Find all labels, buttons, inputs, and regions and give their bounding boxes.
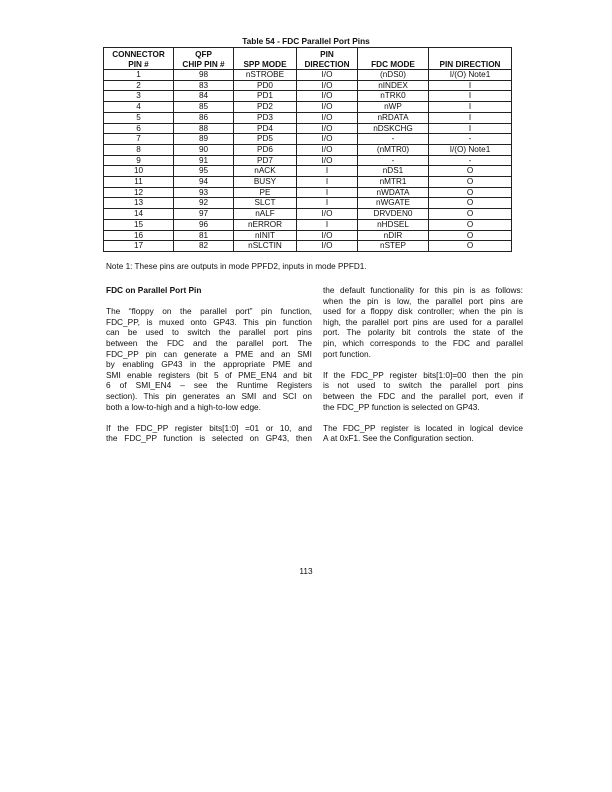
paragraph-line: If the FDC_PP register bits[1:0]=00 then the pin [323, 369, 523, 380]
table-cell: I [429, 91, 512, 102]
table-cell: nSTROBE [234, 70, 297, 81]
table-cell: 7 [104, 134, 174, 145]
column-header [234, 48, 297, 70]
table-cell: I/(O) Note1 [429, 144, 512, 155]
table-cell: I/O [297, 230, 358, 241]
table-cell: PD1 [234, 91, 297, 102]
table-row [104, 166, 512, 177]
table-cell: I [297, 187, 358, 198]
column-header-line: SPP MODE [243, 59, 287, 69]
table-cell: 8 [104, 144, 174, 155]
table-cell: 5 [104, 112, 174, 123]
table-cell: 98 [174, 70, 234, 81]
table-cell: I/O [297, 241, 358, 252]
table-cell: 14 [104, 209, 174, 220]
column-header-line: PIN DIRECTION [439, 59, 501, 69]
table-cell: 6 [104, 123, 174, 134]
table-row [104, 144, 512, 155]
page-number: 113 [299, 566, 313, 576]
table-cell: 3 [104, 91, 174, 102]
paragraph-line: can be used to switch the parallel port pins [106, 327, 312, 338]
table-row [104, 241, 512, 252]
table-row [104, 80, 512, 91]
table-row [104, 70, 512, 81]
table-cell: 13 [104, 198, 174, 209]
paragraph-line: both a low-to-high and a high-to-low edge. [106, 401, 261, 412]
table-cell: 12 [104, 187, 174, 198]
table-cell: - [429, 134, 512, 145]
table-cell: nDSKCHG [358, 123, 429, 134]
column-header [429, 48, 512, 70]
column-header-line: CHIP PIN # [182, 59, 225, 69]
table-cell: PD6 [234, 144, 297, 155]
table-cell: I [429, 102, 512, 113]
table-cell: O [429, 219, 512, 230]
paragraph-line: SMI enable registers (bit 5 of PME_EN4 and bit [106, 369, 312, 380]
table-cell: O [429, 198, 512, 209]
table-cell: 81 [174, 230, 234, 241]
table-cell: 15 [104, 219, 174, 230]
table-cell: 94 [174, 177, 234, 188]
column-header [174, 48, 234, 70]
paragraph-line: high, the parallel port pins are used for a parallel [323, 316, 523, 327]
table-cell: nDS1 [358, 166, 429, 177]
paragraph-line: FDC_PP, is muxed onto GP43. This pin function [106, 316, 312, 327]
table-cell: nWGATE [358, 198, 429, 209]
column-header-line: PIN [320, 50, 334, 59]
table-cell: 17 [104, 241, 174, 252]
table-cell: O [429, 230, 512, 241]
table-cell: I [297, 177, 358, 188]
table-cell: PD3 [234, 112, 297, 123]
table-row [104, 177, 512, 188]
column-header [104, 48, 174, 70]
table-cell: 4 [104, 102, 174, 113]
table-row [104, 230, 512, 241]
table-cell: nSLCTIN [234, 241, 297, 252]
table-cell: - [429, 155, 512, 166]
table-caption: Table 54 - FDC Parallel Port Pins [242, 36, 370, 46]
table-row [104, 209, 512, 220]
column-header-line [429, 50, 511, 60]
table-cell: I [429, 112, 512, 123]
table-cell: - [358, 155, 429, 166]
table-cell: 9 [104, 155, 174, 166]
table-cell: O [429, 177, 512, 188]
table-row [104, 123, 512, 134]
table-cell: 92 [174, 198, 234, 209]
table-cell: I/O [297, 91, 358, 102]
table-cell: I [297, 219, 358, 230]
table-cell: 86 [174, 112, 234, 123]
column-header-line: CONNECTOR [112, 50, 165, 59]
table-cell: I/O [297, 123, 358, 134]
table-cell: nRDATA [358, 112, 429, 123]
paragraph-line: 6 of SMI_EN4 – see the Runtime Registers [106, 380, 312, 391]
paragraph-line: is not used to switch the parallel port pins [323, 380, 523, 391]
table-cell: 10 [104, 166, 174, 177]
table-cell: 2 [104, 80, 174, 91]
paragraph-line: between the FDC and the parallel port, even if [323, 390, 523, 401]
column-header [297, 48, 358, 70]
paragraph-line: pin, which corresponds to the FDC and parallel [323, 337, 523, 348]
paragraph-line: section). This pin generates an SMI and SCI on [106, 390, 312, 401]
table-cell: nACK [234, 166, 297, 177]
paragraph-line: the FDC_PP function is selected on GP43. [323, 401, 480, 412]
column-header-line [358, 50, 428, 60]
table-cell: PD7 [234, 155, 297, 166]
table-cell: O [429, 187, 512, 198]
table-cell: O [429, 241, 512, 252]
column-header-line: FDC MODE [371, 59, 415, 69]
table-cell: 85 [174, 102, 234, 113]
paragraph-line: by enabling GP43 in the appropriate PME and [106, 359, 312, 370]
table-cell: - [358, 134, 429, 145]
table-cell: nERROR [234, 219, 297, 230]
table-cell: nMTR1 [358, 177, 429, 188]
table-cell: 83 [174, 80, 234, 91]
table-row [104, 198, 512, 209]
table-cell: O [429, 166, 512, 177]
table-cell: nWP [358, 102, 429, 113]
table-cell: I/O [297, 70, 358, 81]
paragraph-line: FDC_PP pin can generate a PME and an SMI [106, 348, 312, 359]
paragraph-line: the FDC_PP function is selected on GP43, then [106, 433, 312, 444]
paragraph-line: A at 0xF1. See the Configuration section. [323, 433, 474, 444]
table-cell: O [429, 209, 512, 220]
table-cell: I/O [297, 144, 358, 155]
column-header-line: QFP [195, 50, 212, 59]
fdc-parallel-port-pins-table [103, 47, 512, 252]
table-cell: 96 [174, 219, 234, 230]
table-cell: PD5 [234, 134, 297, 145]
table-cell: DRVDEN0 [358, 209, 429, 220]
table-cell: I [429, 123, 512, 134]
table-cell: nTRK0 [358, 91, 429, 102]
table-row [104, 91, 512, 102]
paragraph-line: port function. [323, 348, 371, 359]
table-cell: I/O [297, 80, 358, 91]
table-row [104, 219, 512, 230]
table-cell: (nDS0) [358, 70, 429, 81]
table-cell: I [297, 166, 358, 177]
table-cell: I/(O) Note1 [429, 70, 512, 81]
table-row [104, 187, 512, 198]
table-cell: 16 [104, 230, 174, 241]
table-row [104, 134, 512, 145]
table-cell: nINDEX [358, 80, 429, 91]
table-cell: SLCT [234, 198, 297, 209]
table-cell: nSTEP [358, 241, 429, 252]
paragraph-line: The “floppy on the parallel port” pin function, [106, 306, 312, 317]
table-row [104, 155, 512, 166]
table-cell: nALF [234, 209, 297, 220]
paragraph-line: port. The polarity bit controls the state of the [323, 327, 523, 338]
table-cell: nINIT [234, 230, 297, 241]
table-row [104, 102, 512, 113]
table-note: Note 1: These pins are outputs in mode PPFD2, inputs in mode PPFD1. [106, 262, 367, 271]
table-cell: (nMTR0) [358, 144, 429, 155]
column-header-line [234, 50, 296, 60]
table-cell: I/O [297, 134, 358, 145]
table-cell: 84 [174, 91, 234, 102]
column-header-line: PIN # [128, 59, 149, 69]
table-cell: 82 [174, 241, 234, 252]
table-cell: 97 [174, 209, 234, 220]
table-cell: 1 [104, 70, 174, 81]
section-heading: FDC on Parallel Port Pin [106, 285, 202, 295]
table-cell: I [297, 198, 358, 209]
table-cell: 93 [174, 187, 234, 198]
table-cell: 89 [174, 134, 234, 145]
paragraph-line: If the FDC_PP register bits[1:0] =01 or 10, and [106, 422, 312, 433]
table-cell: BUSY [234, 177, 297, 188]
table-cell: 11 [104, 177, 174, 188]
table-cell: PE [234, 187, 297, 198]
table-cell: 90 [174, 144, 234, 155]
right-column [323, 285, 523, 444]
paragraph-line: The FDC_PP register is located in logical device [323, 422, 523, 433]
table-cell: PD2 [234, 102, 297, 113]
table-cell: I/O [297, 102, 358, 113]
table-header-row [104, 48, 512, 70]
paragraph-line: the default functionality for this pin is as follows: [323, 285, 523, 295]
table-cell: 95 [174, 166, 234, 177]
table-row [104, 112, 512, 123]
table-cell: I [429, 80, 512, 91]
table-cell: I/O [297, 155, 358, 166]
table-cell: PD0 [234, 80, 297, 91]
table-cell: I/O [297, 209, 358, 220]
table-cell: I/O [297, 112, 358, 123]
table-cell: nDIR [358, 230, 429, 241]
paragraph-line: when the pin is low, the parallel port pins are [323, 295, 523, 306]
table-cell: 88 [174, 123, 234, 134]
table-cell: nHDSEL [358, 219, 429, 230]
paragraph-line: between the FDC and the parallel port. The [106, 337, 312, 348]
column-header-line: DIRECTION [304, 59, 350, 69]
table-cell: 91 [174, 155, 234, 166]
paragraph-line: used for a floppy disk controller; when the pin is [323, 306, 523, 317]
left-column [106, 285, 312, 444]
table-cell: nWDATA [358, 187, 429, 198]
column-header [358, 48, 429, 70]
table-cell: PD4 [234, 123, 297, 134]
